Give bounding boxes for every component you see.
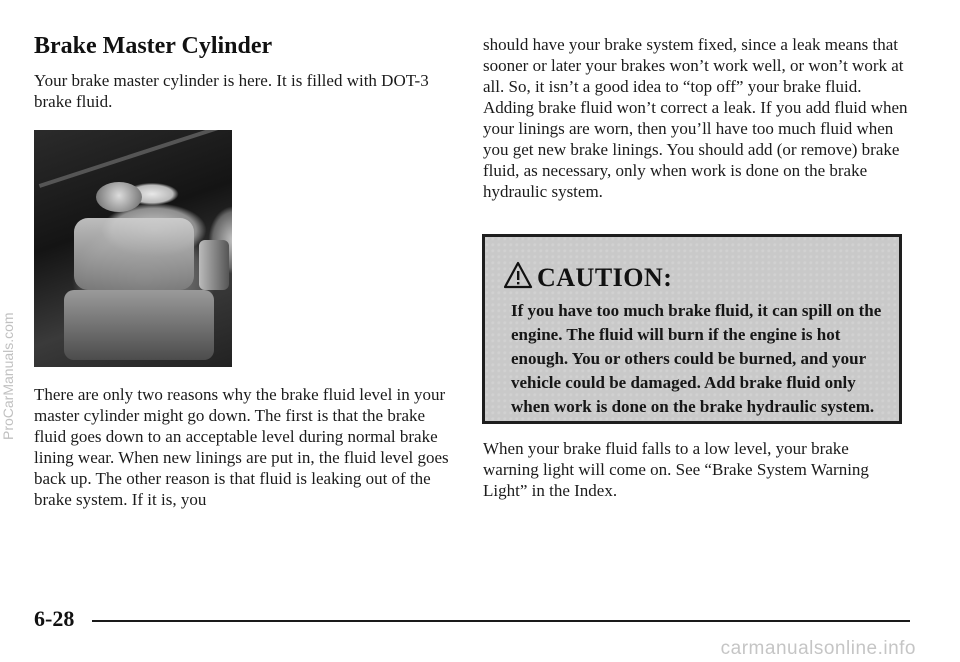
bottom-watermark: carmanualsonline.info — [720, 638, 916, 659]
footer-rule — [92, 620, 910, 622]
caution-box — [482, 234, 902, 424]
right-body-paragraph: should have your brake system fixed, since a leak means that sooner or later your brakes won’t work well, or won’t work at all. So, it isn’t a good idea to “top off” your brake fluid. Adding brake fluid won’t correct a leak. If you add fluid when your linings are worn, then you’ll have too much fluid when you get new brake linings. You should add (or remove) brake fluid, as necessary, only when work is done on the brake hydraulic system. — [483, 35, 908, 201]
caution-title: CAUTION: — [537, 263, 673, 292]
reservoir-shape — [74, 218, 194, 290]
after-caution-paragraph: When your brake fluid falls to a low level, your brake warning light will come on. See “Brake System Warning Light” in the Index. — [483, 439, 869, 500]
brake-line — [39, 130, 232, 188]
brake-fitting — [199, 240, 229, 290]
master-cylinder-photo — [34, 130, 232, 367]
warning-triangle-icon — [503, 261, 533, 289]
left-body-paragraph: There are only two reasons why the brake fluid level in your master cylinder might go down. The first is that the brake fluid goes down to an acceptable level during normal brake lining wear. When new linings are put in, the fluid level goes back up. The other reason is that fluid is leaking out of the brake system. If it is, you — [34, 385, 449, 509]
intro-paragraph: Your brake master cylinder is here. It is filled with DOT-3 brake fluid. — [34, 71, 429, 111]
page-number: 6-28 — [34, 606, 75, 631]
reservoir-cap — [96, 182, 142, 212]
side-watermark: ProCarManuals.com — [0, 312, 16, 440]
cylinder-body — [64, 290, 214, 360]
section-heading: Brake Master Cylinder — [34, 33, 273, 59]
caution-text: If you have too much brake fluid, it can spill on the engine. The fluid will burn if the engine is hot enough. You or others could be burned, and your vehicle could be damaged. Add brake fluid only when work is done on the brake hydraulic system. — [511, 301, 882, 416]
